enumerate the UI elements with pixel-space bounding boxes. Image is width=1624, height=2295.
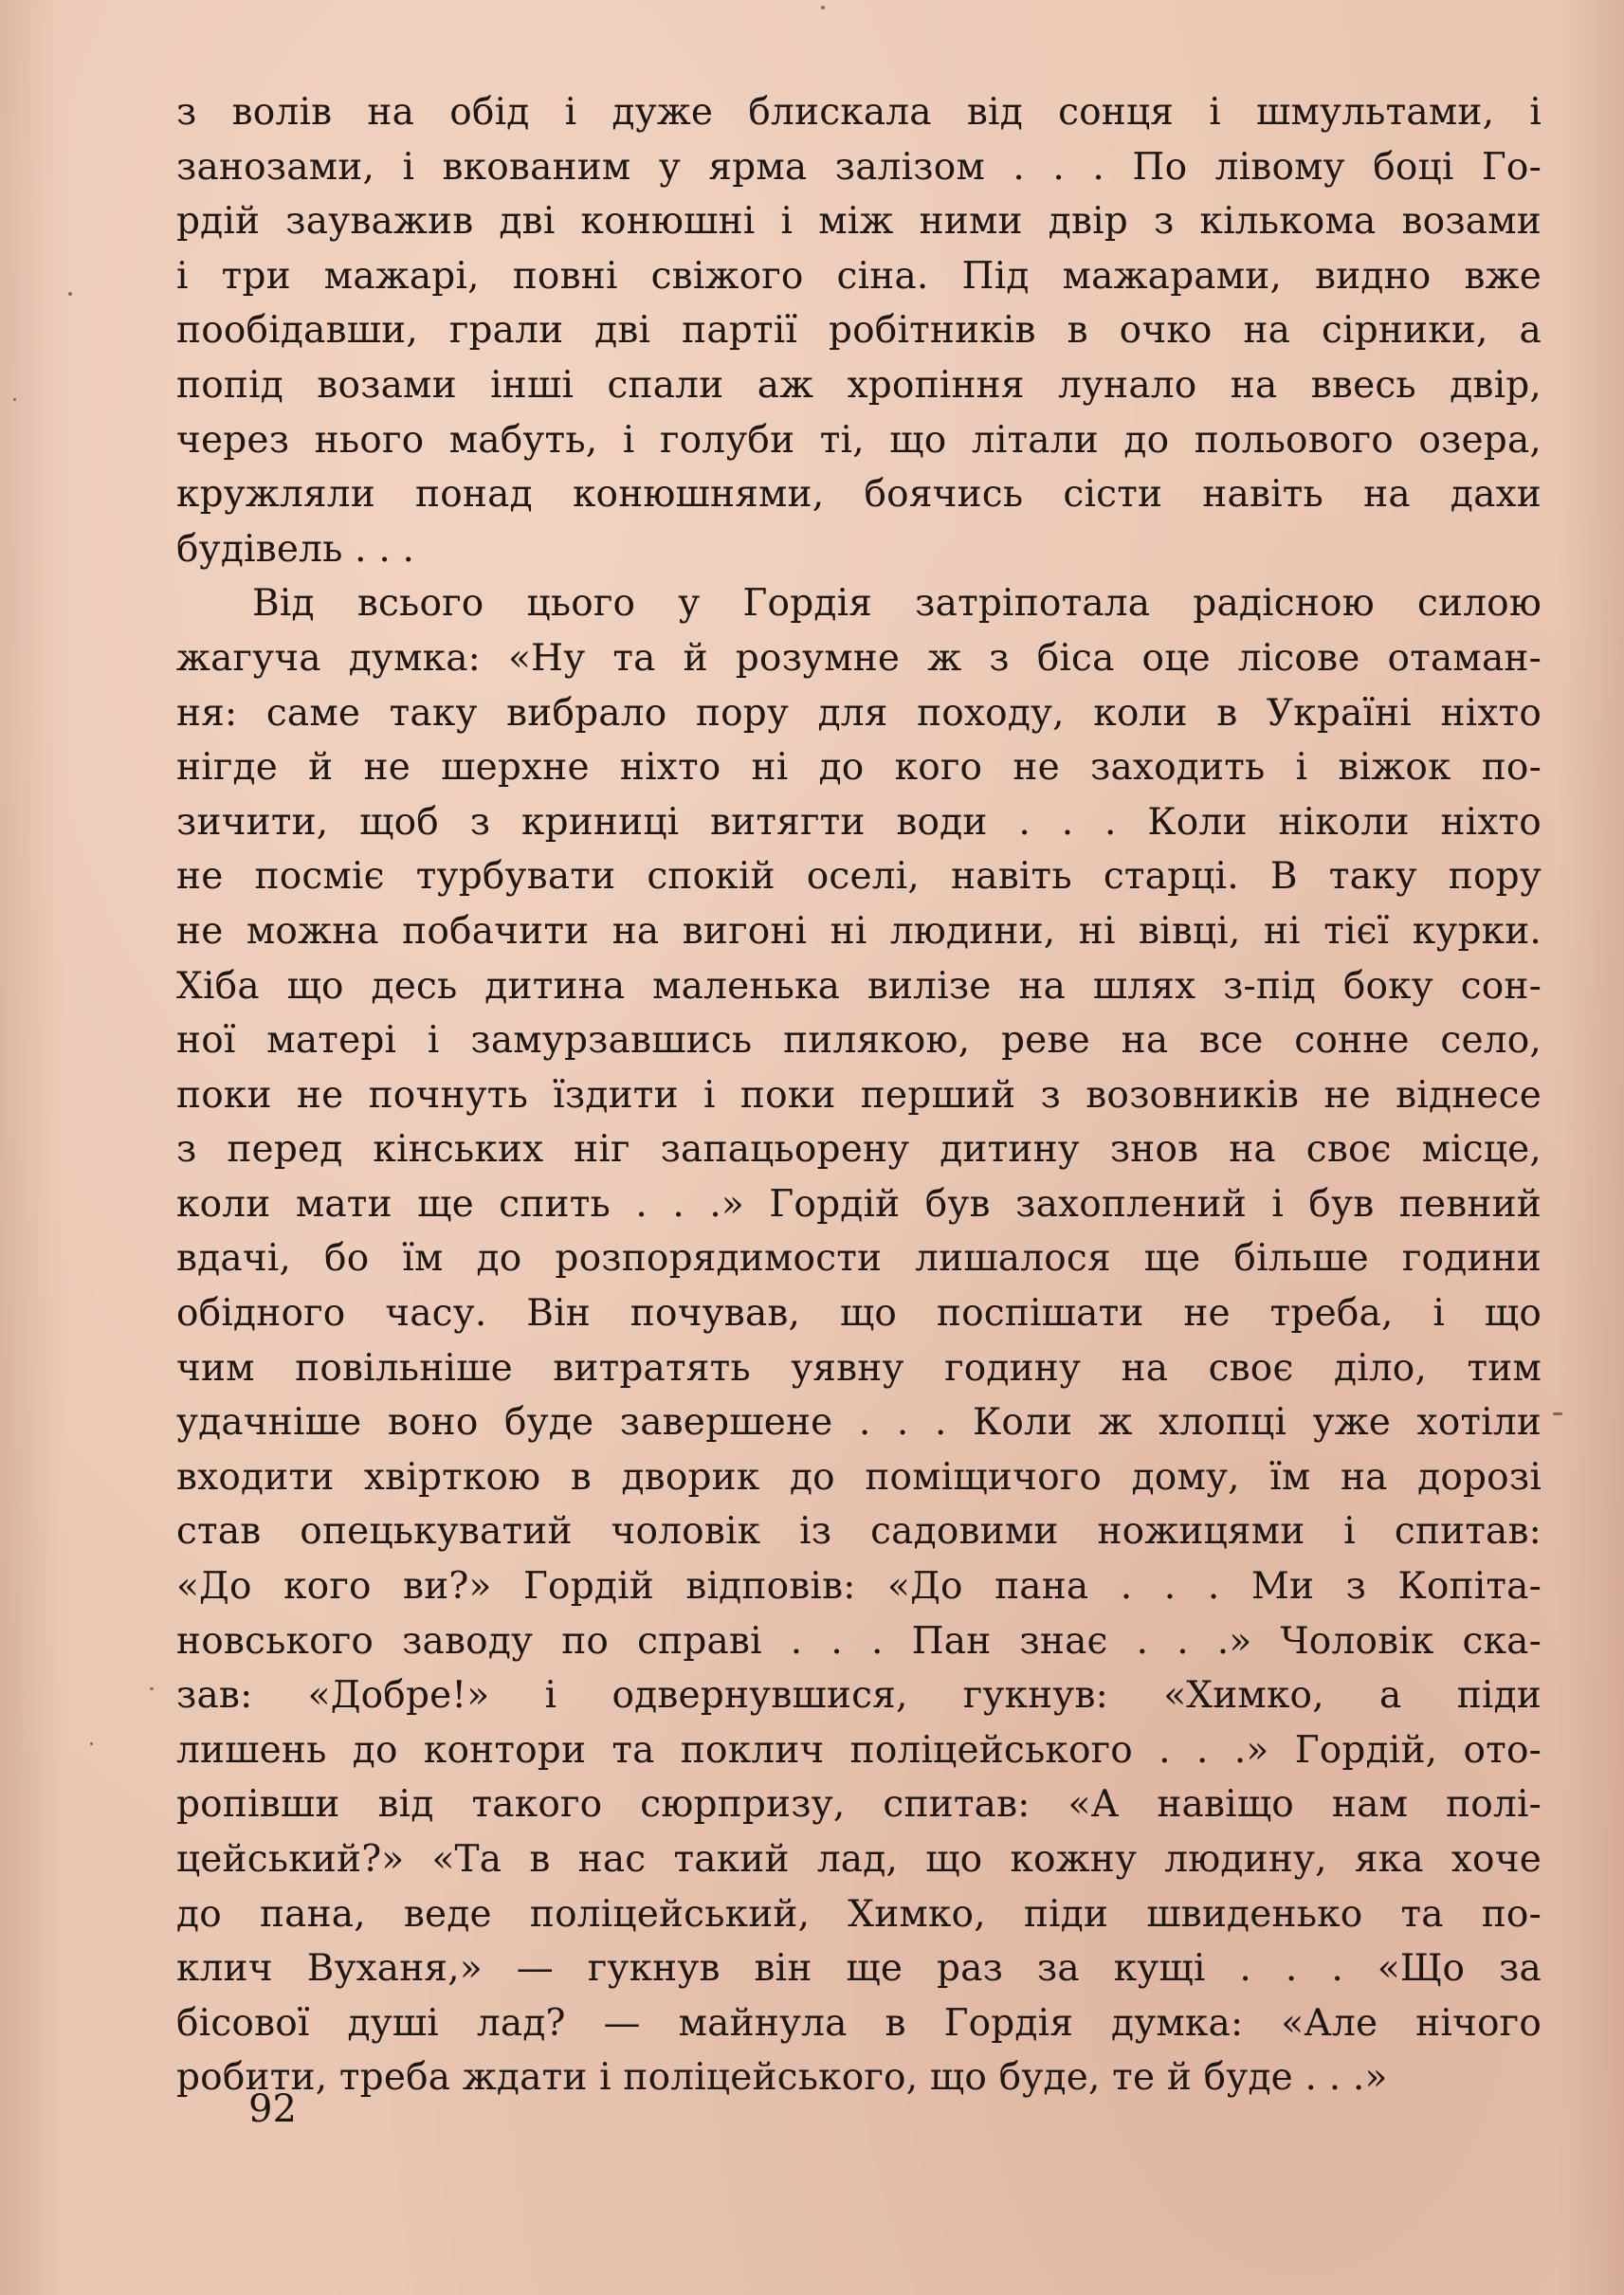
text-line: ної матері і замурзавшись пилякою, реве на все сонне село, xyxy=(176,1019,1542,1063)
text-line: лишень до контори та поклич поліцейського . . .» Гордій, ото- xyxy=(176,1728,1542,1772)
text-line: нігде й не шерхне ніхто ні до кого не заходить і віжок по- xyxy=(176,746,1542,790)
text-line: входити хвірткою в дворик до поміщичого дому, їм на дорозі xyxy=(176,1455,1542,1499)
paper-speck xyxy=(13,398,16,401)
text-line: попід возами інші спали аж хропіння лунало на ввесь двір, xyxy=(176,363,1542,407)
text-line: обідного часу. Він почував, що поспішати не треба, і що xyxy=(176,1292,1542,1336)
paper-speck xyxy=(150,1687,154,1690)
body-text xyxy=(176,85,1542,2105)
text-line: до пана, веде поліцейський, Химко, піди швиденько та по- xyxy=(176,1892,1542,1936)
text-line: занозами, і вкованим у ярма залізом . . . По лівому боці Го- xyxy=(176,145,1542,189)
paragraph-2 xyxy=(176,576,1542,2105)
page-number: 92 xyxy=(248,2087,297,2131)
paragraph-1 xyxy=(176,85,1542,576)
paper-speck xyxy=(821,6,825,9)
text-line: «До кого ви?» Гордій відповів: «До пана . . . Ми з Копіта- xyxy=(176,1565,1542,1609)
text-line: з перед кінських ніг запацьорену дитину знов на своє місце, xyxy=(176,1128,1542,1172)
paper-speck xyxy=(68,292,72,296)
text-line: цейський?» «Та в нас такий лад, що кожну людину, яка хоче xyxy=(176,1838,1542,1881)
text-line: кружляли понад конюшнями, боячись сісти навіть на дахи xyxy=(176,473,1542,517)
paper-speck xyxy=(90,1742,93,1745)
text-line: жагуча думка: «Ну та й розумне ж з біса оце лісове отаман- xyxy=(176,636,1542,680)
text-line: новського заводу по справі . . . Пан знає . . .» Чоловік ска- xyxy=(176,1619,1542,1663)
text-line: Від всього цього у Гордія затріпотала радісною силою xyxy=(252,582,1542,626)
paper-speck xyxy=(1553,1412,1562,1415)
text-line: рдій зауважив дві конюшні і між ними двір з кількома возами xyxy=(176,200,1542,244)
text-line: удачніше воно буде завершене . . . Коли ж хлопці уже хотіли xyxy=(176,1401,1542,1445)
text-line: пообідавши, грали дві партії робітників в очко на сірники, а xyxy=(176,309,1542,353)
text-line: чим повільніше витратять уявну годину на своє діло, тим xyxy=(176,1346,1542,1390)
text-line: не можна побачити на вигоні ні людини, ні вівці, ні тієї курки. xyxy=(176,909,1542,953)
text-line: бісової душі лад? — майнула в Гордія думка: «Але нічого xyxy=(176,2001,1542,2045)
text-line: Хіба що десь дитина маленька вилізе на шлях з-під боку сон- xyxy=(176,964,1542,1008)
text-line: з волів на обід і дуже блискала від сонця і шмультами, і xyxy=(176,91,1542,134)
text-line: ропівши від такого сюрпризу, спитав: «А навіщо нам полі- xyxy=(176,1783,1542,1827)
text-line: клич Вуханя,» — гукнув він ще раз за кущі . . . «Що за xyxy=(176,1947,1542,1991)
text-line: поки не почнуть їздити і поки перший з возовників не віднесе xyxy=(176,1073,1542,1117)
text-line: став опецькуватий чоловік із садовими ножицями і спитав: xyxy=(176,1510,1542,1554)
text-line: зав: «Добре!» і одвернувшися, гукнув: «Химко, а піди xyxy=(176,1674,1542,1718)
text-line: коли мати ще спить . . .» Гордій був захоплений і був певний xyxy=(176,1182,1542,1226)
text-line: і три мажарі, повні свіжого сіна. Під мажарами, видно вже xyxy=(176,254,1542,298)
text-line: зичити, щоб з криниці витягти води . . . Коли ніколи ніхто xyxy=(176,800,1542,844)
text-line: будівель . . . xyxy=(176,527,415,571)
text-line: ня: саме таку вибрало пору для походу, коли в Україні ніхто xyxy=(176,691,1542,735)
text-line: робити, треба ждати і поліцейського, що буде, те й буде . . .» xyxy=(176,2056,1388,2100)
text-line: не посміє турбувати спокій оселі, навіть старці. В таку пору xyxy=(176,855,1542,899)
text-line: через нього мабуть, і голуби ті, що літали до польового озера, xyxy=(176,418,1542,462)
text-line: вдачі, бо їм до розпорядимости лишалося ще більше години xyxy=(176,1237,1542,1281)
